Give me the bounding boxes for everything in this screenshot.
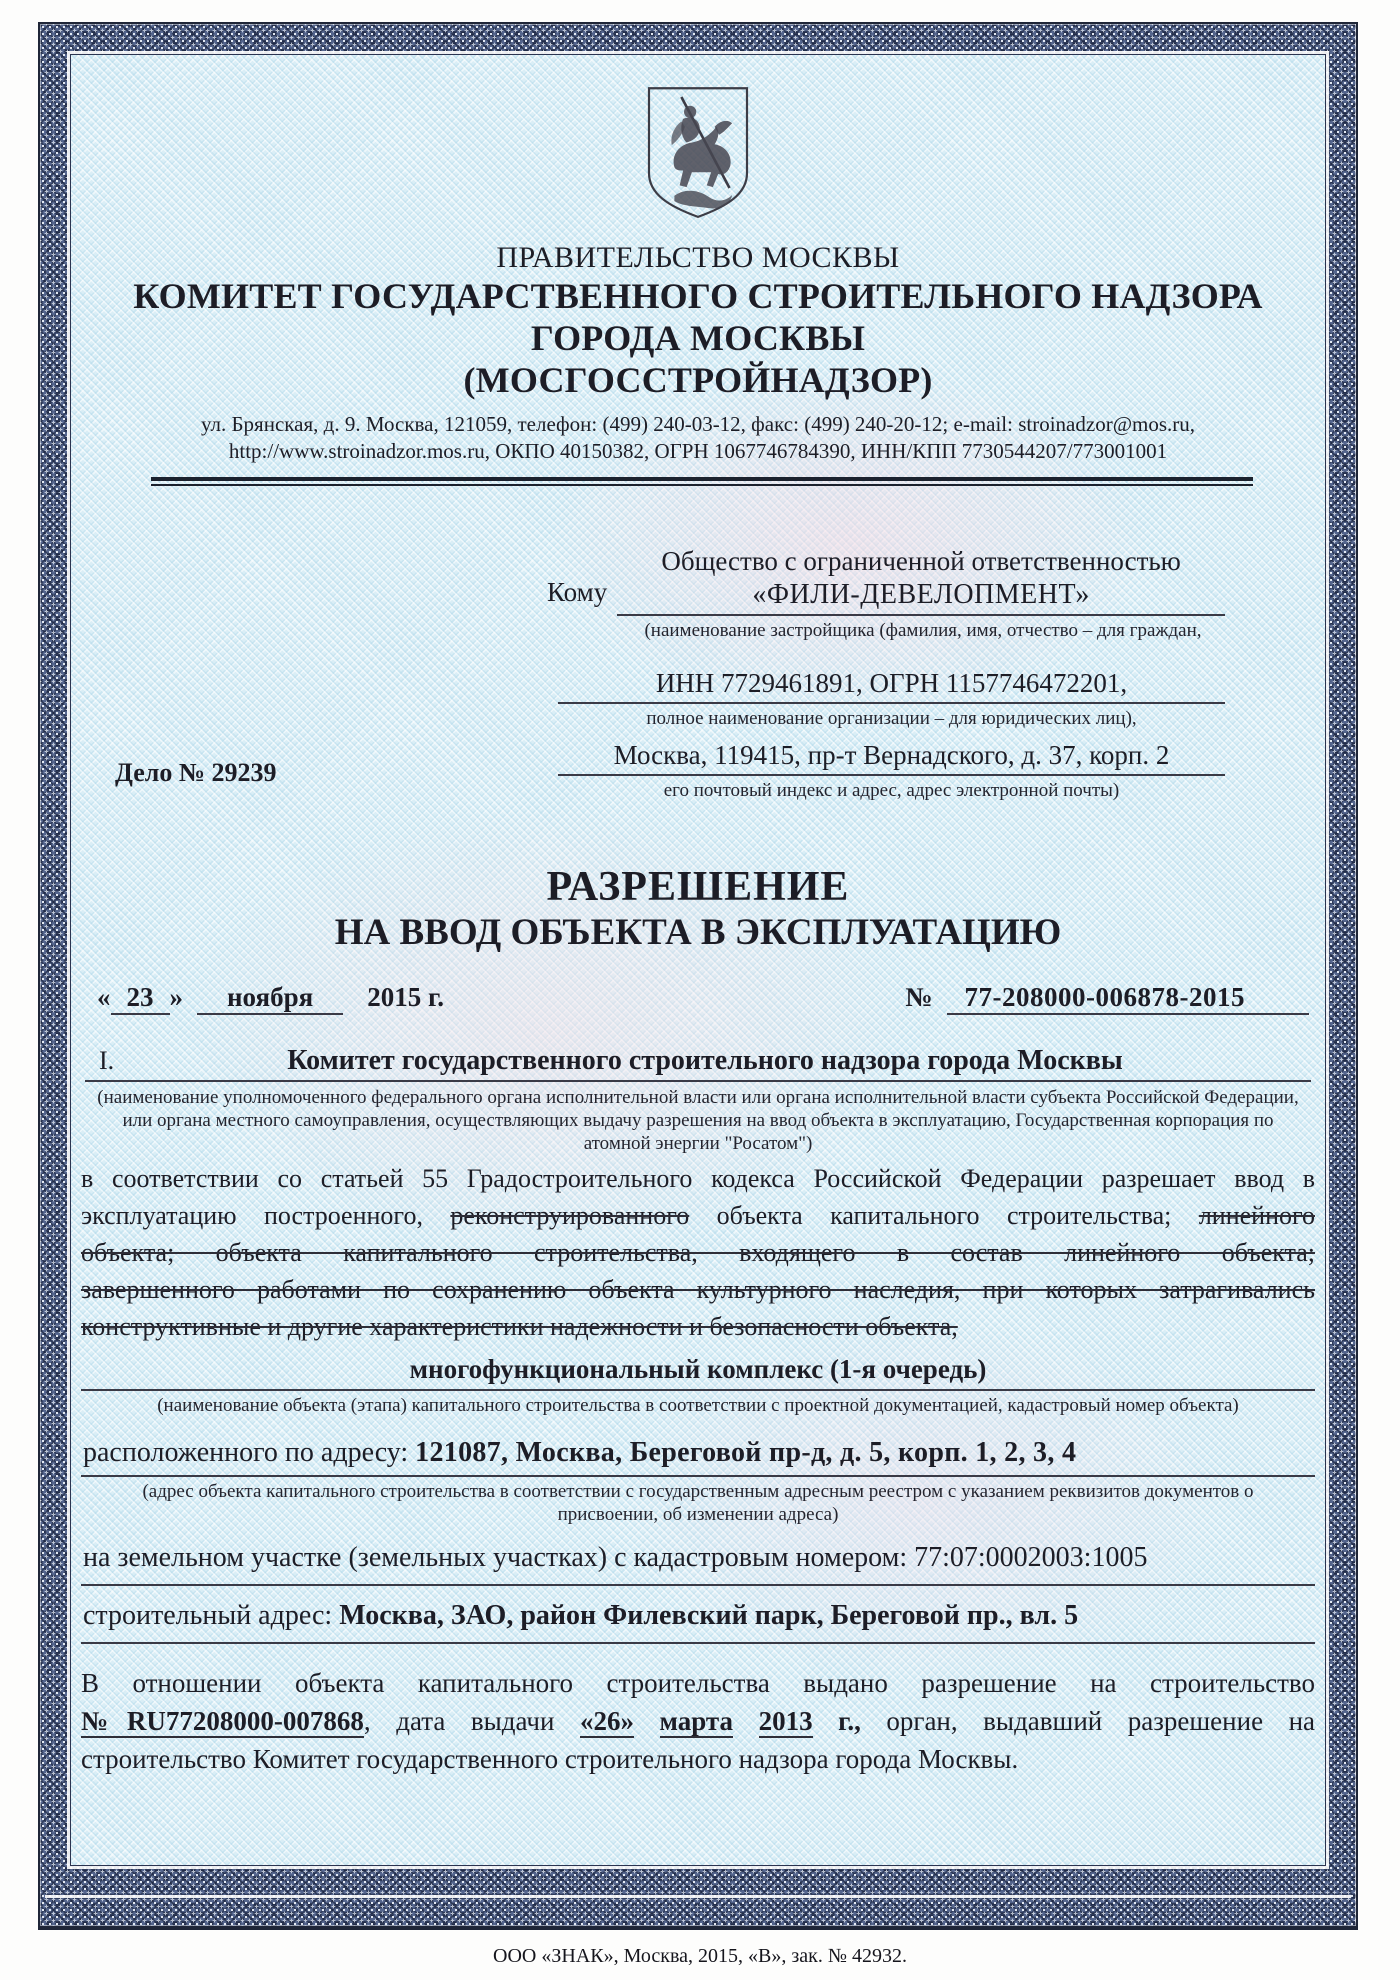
permit-issue-year: 2013 [758, 1706, 813, 1736]
quote-open: « [97, 982, 111, 1012]
document-subtitle: НА ВВОД ОБЪЕКТА В ЭКСПЛУАТАЦИЮ [334, 912, 1062, 953]
document-content [71, 55, 1325, 1865]
recipient-org-line2: «ФИЛИ-ДЕВЕЛОПМЕНТ» [752, 579, 1090, 610]
land-parcel-field: на земельном участке (земельных участках) с кадастровым номером: 77:07:0002003:1005 [81, 1542, 1315, 1586]
construction-address-label: строительный адрес: [83, 1600, 333, 1631]
recipient-caption: (наименование застройщика (фамилия, имя, отчество – для граждан, [644, 620, 1202, 641]
permit-number: 77-208000-006878-2015 [947, 982, 1309, 1015]
object-address-caption-line2: присвоении, об изменении адреса) [557, 1504, 839, 1525]
authority-caption-line2: или органа местного самоуправления, осуществляющих выдачу разрешения на ввод объекта в эксплуатацию, Государственная корпорация по [122, 1110, 1274, 1131]
construction-address-field [81, 1600, 1315, 1644]
permit-year-suffix: г., [838, 1706, 861, 1736]
construction-permit-paragraph [81, 1664, 1315, 1778]
letterhead-contacts [81, 411, 1315, 465]
print-shop-note: ООО «ЗНАК», Москва, 2015, «В», зак. № 42932. [493, 1945, 907, 1967]
object-address-caption-line1: (адрес объекта капитального строительства в соответствии с государственным адресным реестром с указанием реквизитов документов о [142, 1481, 1254, 1502]
permit-line-2 [81, 1702, 1315, 1740]
letterhead-divider [151, 477, 1253, 486]
body-line2-strike2: линейного [1198, 1201, 1315, 1230]
body-line2-mid: объекта капитального строительства; [716, 1201, 1172, 1230]
border-bottom-separator [45, 1895, 1351, 1898]
document-sheet [70, 54, 1326, 1866]
object-address-label: расположенного по адресу: [83, 1437, 409, 1468]
recipient-requisites [558, 666, 1225, 802]
object-name-field: многофункциональный комплекс (1-я очередь) [81, 1354, 1315, 1391]
quote-close: » [169, 982, 183, 1012]
committee-title [81, 275, 1315, 401]
issue-year: 2015 г. [367, 982, 444, 1012]
contact-registry-line: http://www.stroinadzor.mos.ru, ОКПО 40150382, ОГРН 1067746784390, ИНН/КПП 7730544207/773001001 [228, 439, 1168, 463]
section1-roman-numeral: I. [99, 1046, 115, 1075]
requisites-row [81, 666, 1315, 802]
body-line4-strike: завершенного работами по сохранению объекта культурного наследия, при которых затрагивались [81, 1275, 1315, 1304]
recipient-field [617, 544, 1225, 616]
authority-caption-line3: атомной энергии "Росатом") [583, 1133, 813, 1154]
issue-date-number-row [97, 982, 1309, 1015]
permit-issue-day: «26» [580, 1706, 634, 1736]
permit-line-1: В отношении объекта капитального строительства выдано разрешение на строительство [81, 1668, 1315, 1698]
committee-line-3: (МОСГОССТРОЙНАДЗОР) [463, 360, 933, 400]
section1-header [85, 1045, 1311, 1082]
object-name-caption: (наименование объекта (этапа) капитального строительства в соответствии с проектной документацией, кадастровый номер объекта) [157, 1395, 1239, 1416]
body-line-4 [81, 1271, 1315, 1308]
committee-line-2: ГОРОДА МОСКВЫ [530, 318, 866, 358]
object-address-caption [81, 1480, 1315, 1526]
issuing-authority: Комитет государственного строительного надзора города Москвы [287, 1045, 1123, 1076]
issue-month: ноября [197, 982, 343, 1015]
ornamental-border [38, 22, 1358, 1930]
number-sign: № [905, 982, 933, 1012]
permit-after-number: , дата выдачи [363, 1706, 555, 1736]
body-line-2 [81, 1197, 1315, 1234]
committee-line-1: КОМИТЕТ ГОСУДАРСТВЕННОГО СТРОИТЕЛЬНОГО НАДЗОРА [133, 276, 1263, 316]
authority-caption [81, 1086, 1315, 1155]
body-line5-strike: конструктивные и другие характеристики надежности и безопасности объекта, [81, 1312, 958, 1341]
body-line-1: в соответствии со статьей 55 Градостроительного кодекса Российской Федерации разрешает ввод в [81, 1164, 1315, 1193]
body-line-3 [81, 1234, 1315, 1271]
permit-issue-month: марта [659, 1706, 734, 1736]
body-line2-pre: эксплуатацию построенного, [81, 1201, 423, 1230]
object-address-value: 121087, Москва, Береговой пр-д, д. 5, корп. 1, 2, 3, 4 [415, 1437, 1077, 1468]
construction-address-value: Москва, ЗАО, район Филевский парк, Береговой пр., вл. 5 [339, 1600, 1079, 1631]
inn-ogrn-caption: полное наименование организации – для юридических лиц), [646, 708, 1137, 729]
body-line-5 [81, 1308, 1315, 1345]
postal-address-field: Москва, 119415, пр-т Вернадского, д. 37, корп. 2 [558, 738, 1225, 776]
recipient-org-line1: Общество с ограниченной ответственностью [661, 546, 1181, 576]
komu-label: Кому [547, 577, 608, 607]
moscow-coat-of-arms-icon [638, 83, 758, 223]
authority-caption-line1: (наименование уполномоченного федерального органа исполнительной власти или органа исполнительной власти субъекта Российской Федерации, [97, 1087, 1299, 1108]
body-line3-strike: объекта; объекта капитального строительства, входящего в состав линейного объекта; [81, 1238, 1315, 1267]
contact-address-line: ул. Брянская, д. 9. Москва, 121059, телефон: (499) 240-03-12, факс: (499) 240-20-12; e-mail: stroinadzor@mos.ru, [200, 412, 1196, 436]
government-title: ПРАВИТЕЛЬСТВО МОСКВЫ [496, 241, 900, 274]
body-line2-strike1: реконструированного [450, 1201, 690, 1230]
document-title: РАЗРЕШЕНИЕ [546, 864, 850, 910]
body-paragraph [81, 1160, 1315, 1345]
postal-address-caption: его почтовый индекс и адрес, адрес электронной почты) [663, 780, 1120, 801]
object-address-field [81, 1437, 1315, 1477]
issue-day: 23 [111, 982, 170, 1015]
recipient-row [547, 544, 1225, 616]
construction-permit-number: №RU77208000-007868 [81, 1706, 364, 1736]
permit-line-3: строительство Комитет государственного строительного надзора города Москвы. [81, 1744, 1019, 1774]
inn-ogrn-field: ИНН 7729461891, ОГРН 1157746472201, [558, 666, 1225, 704]
permit-line2-tail: орган, выдавший разрешение на [886, 1706, 1316, 1736]
case-number: Дело № 29239 [115, 758, 277, 787]
